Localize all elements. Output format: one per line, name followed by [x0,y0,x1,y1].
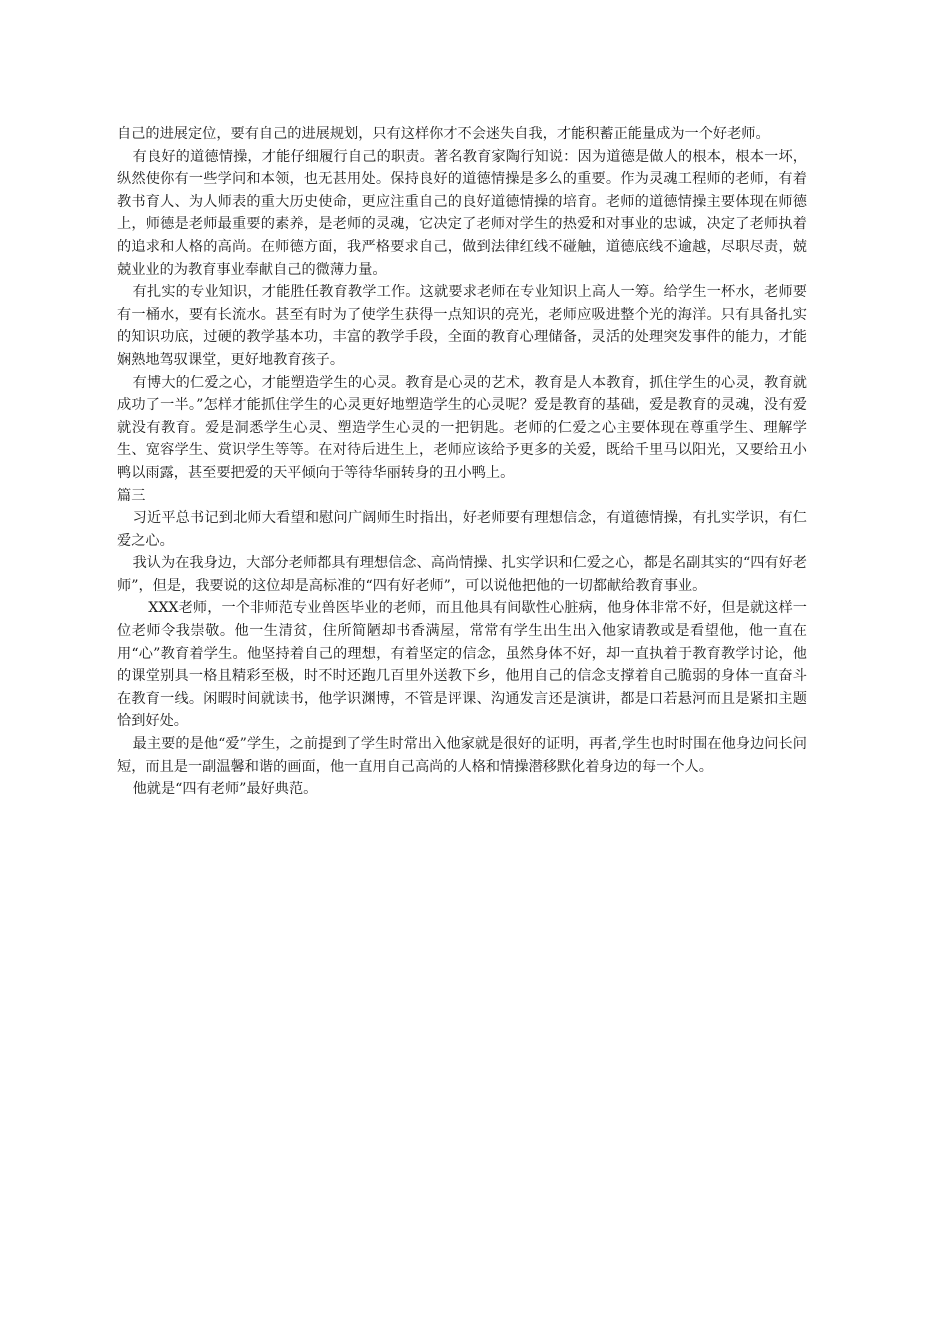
paragraph-four-good-teachers: 我认为在我身边，大部分老师都具有理想信念、高尚情操、扎实学识和仁爱之心，都是名副其实的“四有好老师”，但是，我要说的这位却是高标准的“四有好老师”，可以说他把他的一切都献给教育事业。 [117,555,807,594]
paragraph-teacher-profile: XXX老师，一个非师范专业兽医毕业的老师，而且他具有间歇性心脏病，他身体非常不好，但是就这样一位老师令我崇敬。他一生清贫，住所简陋却书香满屋，常常有学生出生出入他家请教或是看望他，他一直在用“心”教育着学生。他坚持着自己的理想，有着坚定的信念，虽然身体不好，却一直执着于教育教学讨论，他的课堂别具一格且精彩至极，时不时还跑几百里外送教下乡，他用自己的信念支撑着自己脆弱的身体一直奋斗在教育一线。闲暇时间就读书，他学识渊博，不管是评课、沟通发言还是演讲，都是口若悬河而且是紧扣主题恰到好处。 [117,600,807,730]
paragraph-benevolence: 有博大的仁爱之心，才能塑造学生的心灵。教育是心灵的艺术，教育是人本教育，抓住学生的心灵，教育就成功了一半。”怎样才能抓住学生的心灵更好地塑造学生的心灵呢？爱是教育的基础，爱是教育的灵魂，没有爱就没有教育。爱是洞悉学生心灵、塑造学生心灵的一把钥匙。老师的仁爱之心主要体现在尊重学生、理解学生、宽容学生、赏识学生等等。在对待后进生上，老师应该给予更多的关爱，既给千里马以阳光，又要给丑小鸭以雨露，甚至要把爱的天平倾向于等待华丽转身的丑小鸭上。 [117,374,807,481]
section-heading: 篇三 [117,487,146,504]
paragraph-love-students: 最主要的是他“爱”学生，之前提到了学生时常出入他家就是很好的证明，再者,学生也时时围在他身边问长问短，而且是一副温馨和谐的画面，他一直用自己高尚的人格和情操潜移默化着身边的每一个人。 [117,736,807,775]
paragraph-intro: 习近平总书记到北师大看望和慰问广阔师生时指出，好老师要有理想信念，有道德情操，有扎实学识，有仁爱之心。 [117,510,807,549]
paragraph-conclusion: 他就是“四有老师”最好典范。 [132,781,318,798]
paragraph-continuation: 自己的进展定位，要有自己的进展规划，只有这样你才不会迷失自我，才能积蓄正能量成为一个好老师。 [117,126,770,142]
document-body [117,123,807,801]
paragraph-professional-knowledge: 有扎实的专业知识，才能胜任教育教学工作。这就要求老师在专业知识上高人一筹。给学生一杯水，老师要有一桶水，要有长流水。甚至有时为了使学生获得一点知识的亮光，老师应吸进整个光的海洋。只有具备扎实的知识功底，过硬的教学基本功，丰富的教学手段，全面的教育心理储备，灵活的处理突发事件的能力，才能娴熟地驾驭课堂，更好地教育孩子。 [117,284,807,368]
paragraph-moral-character: 有良好的道德情操，才能仔细履行自己的职责。著名教育家陶行知说：因为道德是做人的根本，根本一坏，纵然使你有一些学问和本领，也无甚用处。保持良好的道德情操是多么的重要。作为灵魂工程师的老师，有着教书育人、为人师表的重大历史使命，更应注重自己的良好道德情操的培育。老师的道德情操主要体现在师德上，师德是老师最重要的素养，是老师的灵魂，它决定了老师对学生的热爱和对事业的忠诚，决定了老师执着的追求和人格的高尚。在师德方面，我严格要求自己，做到法律红线不碰触，道德底线不逾越，尽职尽责，兢兢业业的为教育事业奉献自己的微薄力量。 [117,148,807,278]
